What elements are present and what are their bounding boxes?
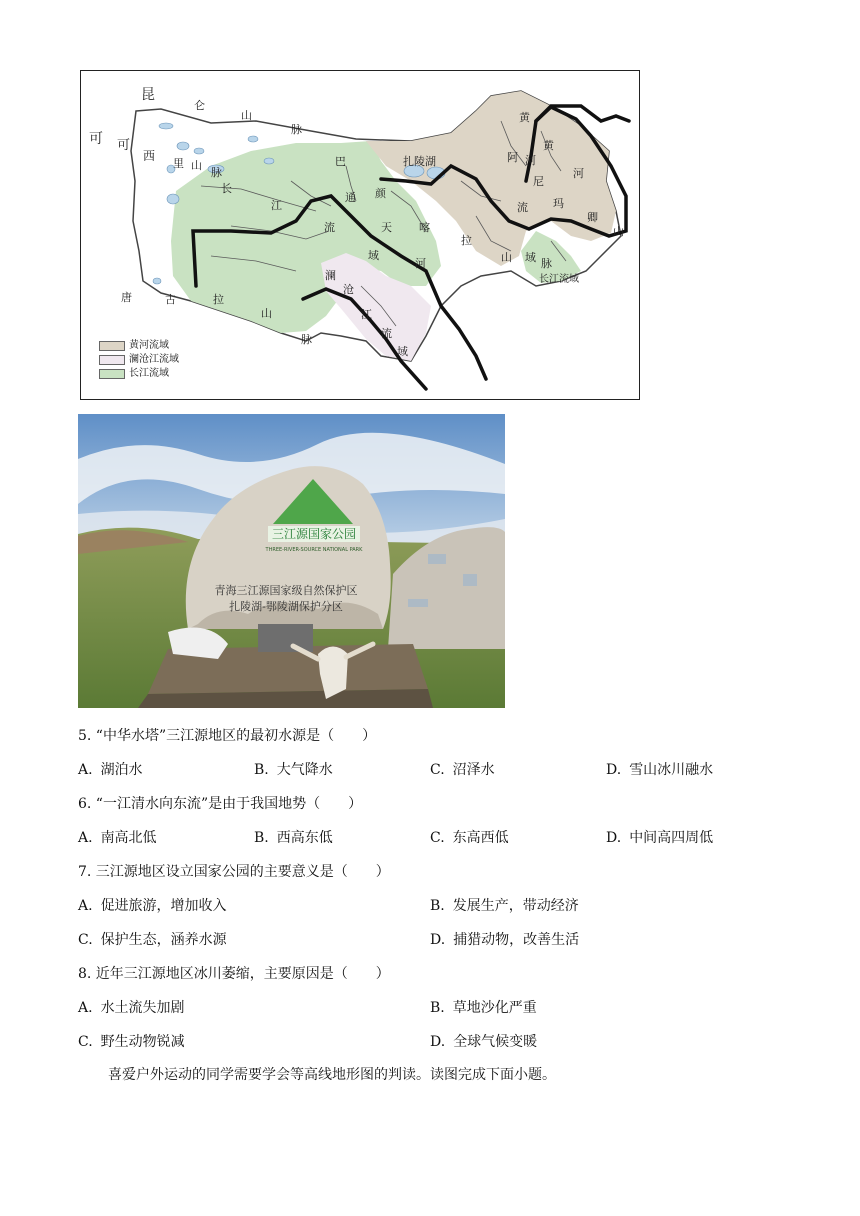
sign-inscription-1: 青海三江源国家级自然保护区 xyxy=(214,584,358,597)
map-label-changjiang-basin: 长江流域 xyxy=(539,274,579,285)
option-text: 东高西低 xyxy=(452,830,509,846)
option-text: 野生动物锐减 xyxy=(100,1034,185,1050)
national-park-monument-photo xyxy=(78,414,505,708)
question-8-stem: 8. 近年三江源地区冰川萎缩，主要原因是（ ） xyxy=(78,966,390,982)
question-8-option-c[interactable] xyxy=(78,1033,185,1051)
map-label-tongtian-3: 河 xyxy=(415,257,426,270)
map-label-anyemaqen-1: 阿 xyxy=(507,151,518,164)
map-label-tanggula-3: 拉 xyxy=(213,293,224,306)
sign-title: 三江源国家公园 xyxy=(271,527,357,541)
option-text: 雪山冰川融水 xyxy=(629,762,714,778)
map-label-tanggula-1: 唐 xyxy=(121,291,132,304)
map-label-bayan-1: 巴 xyxy=(335,155,346,168)
map-label-kekexili-2: 可 xyxy=(117,138,131,153)
map-label-kekexili-5: 山 xyxy=(191,159,202,172)
option-text: 草地沙化严重 xyxy=(452,1000,537,1016)
map-label-kunlun-1: 昆 xyxy=(141,87,155,103)
map-label-kekexili-6: 脉 xyxy=(211,166,222,179)
legend-swatch-yellow xyxy=(99,341,125,351)
map-label-kunlun-2: 仑 xyxy=(194,99,205,112)
question-5-option-b[interactable] xyxy=(254,761,333,779)
question-8-option-a[interactable] xyxy=(78,999,185,1017)
option-key: D. xyxy=(606,830,622,846)
map-label-kunlun-3: 山 xyxy=(241,109,252,122)
map-label-yellow-basin-4: 域 xyxy=(525,251,536,264)
legend-label-yellow: 黄河流域 xyxy=(129,339,169,351)
map-label-tanggula-5: 脉 xyxy=(301,333,312,346)
three-rivers-source-map xyxy=(80,70,640,400)
legend-label-changjiang: 长江流域 xyxy=(129,367,169,379)
legend-swatch-lancang xyxy=(99,355,125,365)
photo-drawing xyxy=(78,414,505,708)
sign-subtitle: THREE-RIVER-SOURCE NATIONAL PARK xyxy=(265,547,363,553)
question-5-option-a[interactable] xyxy=(78,761,143,779)
question-7-option-a[interactable] xyxy=(78,897,227,915)
legend-item-lancang xyxy=(99,353,179,366)
option-key: C. xyxy=(78,1034,93,1050)
option-text: 发展生产，带动经济 xyxy=(452,898,579,914)
map-label-liuyu-2: 域 xyxy=(368,249,379,262)
next-section-intro: 喜爱户外运动的同学需要学会等高线地形图的判读。读图完成下面小题。 xyxy=(108,1067,556,1083)
question-8-option-b[interactable] xyxy=(430,999,537,1017)
option-text: 大气降水 xyxy=(276,762,333,778)
option-key: B. xyxy=(430,1000,445,1016)
option-key: A. xyxy=(78,1000,93,1016)
option-key: A. xyxy=(78,762,93,778)
map-label-yellow-river-1: 黄 xyxy=(543,139,554,152)
option-text: 中间高四周低 xyxy=(629,830,714,846)
option-key: A. xyxy=(78,830,93,846)
sign-inscription-2: 扎陵湖-鄂陵湖保护分区 xyxy=(229,600,343,613)
legend-label-lancang: 澜沧江流域 xyxy=(129,353,179,365)
option-key: B. xyxy=(254,762,269,778)
map-label-yellow-basin-1: 黄 xyxy=(519,111,530,124)
option-text: 保护生态，涵养水源 xyxy=(100,932,227,948)
question-6-option-c[interactable] xyxy=(430,829,509,847)
map-label-lancang-4: 流 xyxy=(381,327,392,340)
question-6-option-b[interactable] xyxy=(254,829,333,847)
question-6-option-a[interactable] xyxy=(78,829,157,847)
map-label-bayan-6: 脉 xyxy=(541,257,552,270)
map-label-anyemaqen-5: 山 xyxy=(613,225,624,238)
question-6-stem: 6. “一江清水向东流”是由于我国地势（ ） xyxy=(78,796,363,812)
map-label-lancang-2: 沧 xyxy=(343,283,354,296)
question-7-stem: 7. 三江源地区设立国家公园的主要意义是（ ） xyxy=(78,864,390,880)
option-key: C. xyxy=(430,830,445,846)
map-label-changjiang-2: 江 xyxy=(271,199,282,212)
map-label-zhaling: 扎陵湖 xyxy=(403,155,436,168)
legend-item-yellow xyxy=(99,339,179,352)
question-7-option-d[interactable] xyxy=(430,931,579,949)
option-key: D. xyxy=(606,762,622,778)
question-5-option-c[interactable] xyxy=(430,761,495,779)
map-label-tongtian-1: 通 xyxy=(345,191,356,204)
map-label-tanggula-4: 山 xyxy=(261,307,272,320)
map-label-anyemaqen-4: 卿 xyxy=(587,211,598,224)
map-label-yellow-basin-3: 流 xyxy=(517,201,528,214)
map-label-bayan-5: 山 xyxy=(501,251,512,264)
map-label-bayan-2: 颜 xyxy=(375,187,386,200)
option-key: C. xyxy=(430,762,445,778)
map-label-kunlun-4: 脉 xyxy=(291,123,302,136)
option-text: 促进旅游，增加收入 xyxy=(100,898,227,914)
map-label-lancang-1: 澜 xyxy=(325,269,336,282)
option-text: 全球气候变暖 xyxy=(453,1034,538,1050)
option-text: 湖泊水 xyxy=(100,762,143,778)
option-key: B. xyxy=(430,898,445,914)
map-label-anyemaqen-2: 尼 xyxy=(533,175,544,188)
legend-swatch-changjiang xyxy=(99,369,125,379)
option-text: 南高北低 xyxy=(100,830,157,846)
map-label-yellow-basin-2: 河 xyxy=(525,154,536,167)
map-label-tanggula-2: 古 xyxy=(165,293,176,306)
map-label-bayan-4: 拉 xyxy=(461,234,472,247)
map-label-liuyu-1: 流 xyxy=(324,221,335,234)
map-label-tongtian-2: 天 xyxy=(381,221,392,234)
option-key: C. xyxy=(78,932,93,948)
question-5-stem: 5. “中华水塔”三江源地区的最初水源是（ ） xyxy=(78,728,377,744)
question-5-option-d[interactable] xyxy=(606,761,713,779)
question-7-option-c[interactable] xyxy=(78,931,227,949)
option-key: D. xyxy=(430,932,446,948)
option-key: B. xyxy=(254,830,269,846)
question-6-option-d[interactable] xyxy=(606,829,713,847)
map-label-changjiang-1: 长 xyxy=(221,182,232,195)
option-text: 沼泽水 xyxy=(452,762,495,778)
map-label-lancang-5: 域 xyxy=(397,345,408,358)
option-text: 捕猎动物，改善生活 xyxy=(453,932,580,948)
option-text: 西高东低 xyxy=(276,830,333,846)
map-label-anyemaqen-3: 玛 xyxy=(553,197,564,210)
map-label-bayan-3: 喀 xyxy=(419,221,430,234)
option-key: A. xyxy=(78,898,93,914)
map-label-lancang-3: 江 xyxy=(361,308,372,321)
map-label-kekexili-1: 可 xyxy=(89,131,103,147)
question-8-option-d[interactable] xyxy=(430,1033,537,1051)
question-7-option-b[interactable] xyxy=(430,897,579,915)
map-legend xyxy=(99,339,179,381)
map-label-kekexili-3: 西 xyxy=(143,149,156,163)
option-text: 水土流失加剧 xyxy=(100,1000,185,1016)
map-label-yellow-river-2: 河 xyxy=(573,167,584,180)
legend-item-changjiang xyxy=(99,367,179,380)
option-key: D. xyxy=(430,1034,446,1050)
map-label-kekexili-4: 里 xyxy=(173,157,184,170)
